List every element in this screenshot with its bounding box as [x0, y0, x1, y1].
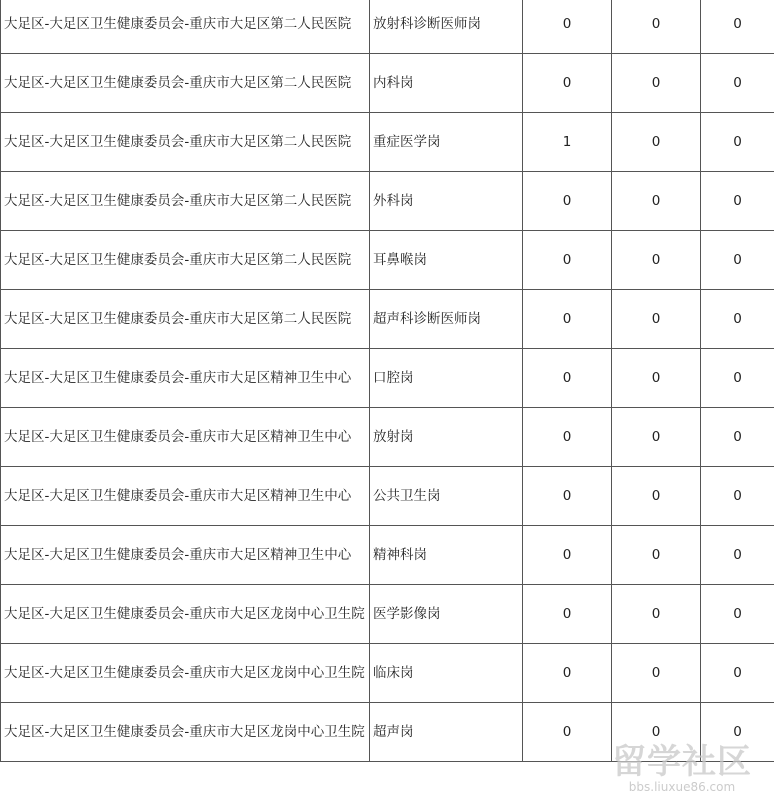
unit-cell: 大足区-大足区卫生健康委员会-重庆市大足区精神卫生中心	[1, 467, 370, 526]
unit-cell: 大足区-大足区卫生健康委员会-重庆市大足区第二人民医院	[1, 54, 370, 113]
count-b-cell: 0	[612, 231, 701, 290]
unit-cell: 大足区-大足区卫生健康委员会-重庆市大足区龙岗中心卫生院	[1, 585, 370, 644]
count-b-cell: 0	[612, 703, 701, 762]
table-row	[1, 585, 774, 644]
count-c-cell: 0	[701, 113, 774, 172]
count-c-cell: 0	[701, 644, 774, 703]
post-cell: 口腔岗	[370, 349, 523, 408]
count-b-cell: 0	[612, 290, 701, 349]
post-cell: 重症医学岗	[370, 113, 523, 172]
post-cell: 内科岗	[370, 54, 523, 113]
watermark-url: bbs.liuxue86.com	[628, 780, 736, 794]
post-cell: 公共卫生岗	[370, 467, 523, 526]
count-b-cell: 0	[612, 113, 701, 172]
count-b-cell: 0	[612, 349, 701, 408]
table-row	[1, 644, 774, 703]
count-c-cell: 0	[701, 703, 774, 762]
post-cell: 放射岗	[370, 408, 523, 467]
table-row	[1, 349, 774, 408]
unit-cell: 大足区-大足区卫生健康委员会-重庆市大足区精神卫生中心	[1, 349, 370, 408]
post-cell: 医学影像岗	[370, 585, 523, 644]
table-row	[1, 172, 774, 231]
table-row	[1, 290, 774, 349]
watermark-title: 留学社区	[612, 742, 752, 782]
count-c-cell: 0	[701, 349, 774, 408]
count-a-cell: 0	[523, 0, 612, 54]
count-c-cell: 0	[701, 467, 774, 526]
count-b-cell: 0	[612, 467, 701, 526]
post-cell: 临床岗	[370, 644, 523, 703]
count-c-cell: 0	[701, 54, 774, 113]
count-c-cell: 0	[701, 585, 774, 644]
unit-cell: 大足区-大足区卫生健康委员会-重庆市大足区精神卫生中心	[1, 408, 370, 467]
count-a-cell: 0	[523, 526, 612, 585]
count-c-cell: 0	[701, 0, 774, 54]
unit-cell: 大足区-大足区卫生健康委员会-重庆市大足区第二人民医院	[1, 290, 370, 349]
count-c-cell: 0	[701, 231, 774, 290]
table-row	[1, 408, 774, 467]
post-cell: 精神科岗	[370, 526, 523, 585]
table-body	[1, 0, 774, 762]
count-a-cell: 0	[523, 408, 612, 467]
count-b-cell: 0	[612, 585, 701, 644]
unit-cell: 大足区-大足区卫生健康委员会-重庆市大足区精神卫生中心	[1, 526, 370, 585]
count-a-cell: 0	[523, 467, 612, 526]
unit-cell: 大足区-大足区卫生健康委员会-重庆市大足区第二人民医院	[1, 113, 370, 172]
table-row	[1, 0, 774, 54]
count-a-cell: 0	[523, 231, 612, 290]
table-row	[1, 526, 774, 585]
count-c-cell: 0	[701, 290, 774, 349]
count-a-cell: 0	[523, 290, 612, 349]
table-row	[1, 467, 774, 526]
table-row	[1, 54, 774, 113]
count-c-cell: 0	[701, 526, 774, 585]
count-b-cell: 0	[612, 526, 701, 585]
unit-cell: 大足区-大足区卫生健康委员会-重庆市大足区第二人民医院	[1, 0, 370, 54]
count-a-cell: 0	[523, 172, 612, 231]
count-a-cell: 1	[523, 113, 612, 172]
post-cell: 超声科诊断医师岗	[370, 290, 523, 349]
count-c-cell: 0	[701, 172, 774, 231]
unit-cell: 大足区-大足区卫生健康委员会-重庆市大足区第二人民医院	[1, 231, 370, 290]
post-cell: 放射科诊断医师岗	[370, 0, 523, 54]
post-cell: 超声岗	[370, 703, 523, 762]
count-b-cell: 0	[612, 644, 701, 703]
unit-cell: 大足区-大足区卫生健康委员会-重庆市大足区龙岗中心卫生院	[1, 644, 370, 703]
count-a-cell: 0	[523, 349, 612, 408]
post-cell: 耳鼻喉岗	[370, 231, 523, 290]
unit-cell: 大足区-大足区卫生健康委员会-重庆市大足区第二人民医院	[1, 172, 370, 231]
count-a-cell: 0	[523, 54, 612, 113]
table-row	[1, 703, 774, 762]
count-a-cell: 0	[523, 703, 612, 762]
table-row	[1, 231, 774, 290]
count-b-cell: 0	[612, 172, 701, 231]
count-a-cell: 0	[523, 585, 612, 644]
count-c-cell: 0	[701, 408, 774, 467]
post-cell: 外科岗	[370, 172, 523, 231]
unit-cell: 大足区-大足区卫生健康委员会-重庆市大足区龙岗中心卫生院	[1, 703, 370, 762]
count-b-cell: 0	[612, 54, 701, 113]
table-row	[1, 113, 774, 172]
count-b-cell: 0	[612, 408, 701, 467]
count-b-cell: 0	[612, 0, 701, 54]
count-a-cell: 0	[523, 644, 612, 703]
